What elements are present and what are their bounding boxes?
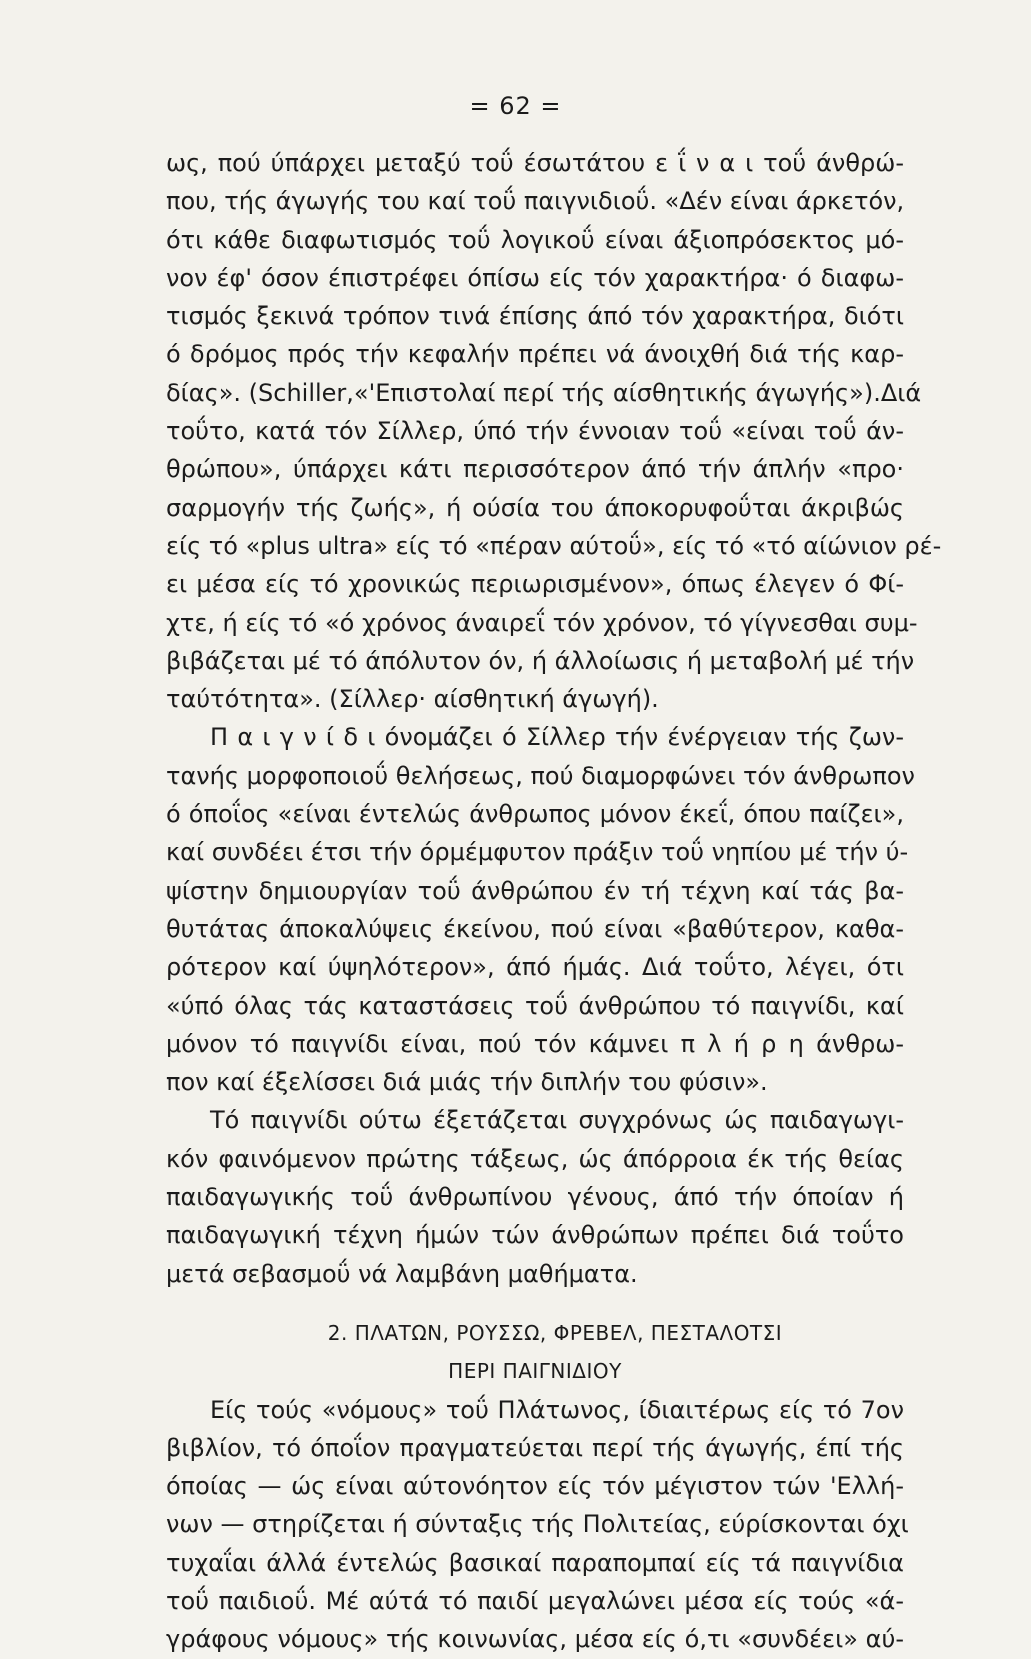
page-number: = 62 = (469, 92, 562, 120)
text-line: θρώπου», ύπάρχει κάτι περισσότερον άπό τήν άπλήν «προ· (166, 455, 904, 484)
text-line: νον έφ' όσον έπιστρέφει όπίσω είς τόν χαρακτήρα· ό διαφω- (166, 263, 904, 292)
text-line: βιβλίον, τό όποΐον πραγματεύεται περί τής άγωγής, έπί τής (166, 1433, 904, 1462)
text-line: είς τό «plus ultra» είς τό «πέραν αύτοΰ», είς τό «τό αίώνιον ρέ- (166, 531, 942, 560)
text-line: Τό παιγνίδι ούτω έξετάζεται συγχρόνως ώς παιδαγωγι- (210, 1106, 904, 1135)
text-line: παιδαγωγικής τοΰ άνθρωπίνου γένους, άπό τήν όποίαν ή (166, 1183, 904, 1212)
section-heading: 2. ΠΛΑΤΩΝ, ΡΟΥΣΣΩ, ΦΡΕΒΕΛ, ΠΕΣΤΑΛΟΤΣΙ (327, 1320, 783, 1345)
text-line: ό δρόμος πρός τήν κεφαλήν πρέπει νά άνοιχθή διά τής καρ- (166, 340, 904, 369)
section-subheading: ΠΕΡΙ ΠΑΙΓΝΙΔΙΟΥ (448, 1359, 622, 1384)
text-line: παιδαγωγική τέχνη ήμών τών άνθρώπων πρέπει διά τοΰτο (166, 1221, 904, 1250)
text-line: τισμός ξεκινά τρόπον τινά έπίσης άπό τόν χαρακτήρα, διότι (166, 302, 904, 331)
text-line: μετά σεβασμοΰ νά λαμβάνη μαθήματα. (166, 1259, 638, 1288)
text-line: κόν φαινόμενον πρώτης τάξεως, ώς άπόρροια έκ τής θείας (166, 1144, 904, 1173)
text-line: δίας». (Schiller,«'Επιστολαί περί τής αίσθητικής άγωγής»).Διά (166, 378, 922, 407)
text-line: «ύπό όλας τάς καταστάσεις τοΰ άνθρώπου τό παιγνίδι, καί (166, 991, 904, 1020)
text-line: χτε, ή είς τό «ό χρόνος άναιρεΐ τόν χρόνον, τό γίγνεσθαι συμ- (166, 608, 918, 637)
text-line: γράφους νόμους» τής κοινωνίας, μέσα είς ό,τι «συνδέει» αύ- (166, 1625, 904, 1654)
text-line: ει μέσα είς τό χρονικώς περιωρισμένον», όπως έλεγεν ό Φί- (166, 570, 904, 599)
text-line: ό όποΐος «είναι έντελώς άνθρωπος μόνον έκεΐ, όπου παίζει», (166, 800, 904, 829)
text-line: σαρμογήν τής ζωής», ή ούσία του άποκορυφοΰται άκριβώς (166, 493, 904, 522)
page-text (166, 144, 942, 1659)
text-line: καί συνδέει έτσι τήν όρμέμφυτον πράξιν τοΰ νηπίου μέ τήν ύ- (166, 838, 909, 867)
text-line: τανής μορφοποιοΰ θελήσεως, πού διαμορφώνει τόν άνθρωπον (166, 761, 915, 790)
text-line: Π α ι γ ν ί δ ι όνομάζει ό Σίλλερ τήν ένέργειαν τής ζων- (210, 723, 904, 752)
text-line: νων — στηρίζεται ή σύνταξις τής Πολιτείας, εύρίσκονται όχι (166, 1510, 909, 1539)
text-line: βιβάζεται μέ τό άπόλυτον όν, ή άλλοίωσις ή μεταβολή μέ τήν (166, 646, 915, 675)
text-line: Είς τούς «νόμους» τοΰ Πλάτωνος, ίδιαιτέρως είς τό 7ον (210, 1395, 904, 1424)
text-line: τυχαΐαι άλλά έντελώς βασικαί παραπομπαί είς τά παιγνίδια (166, 1548, 904, 1577)
text-line: πον καί έξελίσσει διά μιάς τήν διπλήν του φύσιν». (166, 1068, 768, 1097)
text-line: ψίστην δημιουργίαν τοΰ άνθρώπου έν τή τέχνη καί τάς βα- (166, 876, 904, 905)
text-line: τοΰ παιδιοΰ. Μέ αύτά τό παιδί μεγαλώνει μέσα είς τούς «ά- (166, 1586, 904, 1615)
text-line: ότι κάθε διαφωτισμός τοΰ λογικοΰ είναι άξιοπρόσεκτος μό- (166, 225, 904, 254)
text-line: μόνον τό παιγνίδι είναι, πού τόν κάμνει π λ ή ρ η άνθρω- (166, 1029, 904, 1058)
text-line: ταύτότητα». (Σίλλερ· αίσθητική άγωγή). (166, 685, 659, 714)
text-line: ως, πού ύπάρχει μεταξύ τοΰ έσωτάτου ε ΐ ν α ι τοΰ άνθρώ- (166, 149, 904, 177)
text-line: όποίας — ώς είναι αύτονόητον είς τόν μέγιστον τών 'Ελλή- (166, 1472, 904, 1501)
text-line: ρότερον καί ύψηλότερον», άπό ήμάς. Διά τοΰτο, λέγει, ότι (166, 953, 904, 982)
section-spacer (166, 1293, 904, 1314)
text-line: τοΰτο, κατά τόν Σίλλερ, ύπό τήν έννοιαν τοΰ «είναι τοΰ άν- (166, 417, 904, 446)
text-line: που, τής άγωγής του καί τοΰ παιγνιδιοΰ. «Δέν είναι άρκετόν, (166, 187, 905, 216)
text-line: θυτάτας άποκαλύψεις έκείνου, πού είναι «βαθύτερον, καθα- (166, 914, 904, 943)
